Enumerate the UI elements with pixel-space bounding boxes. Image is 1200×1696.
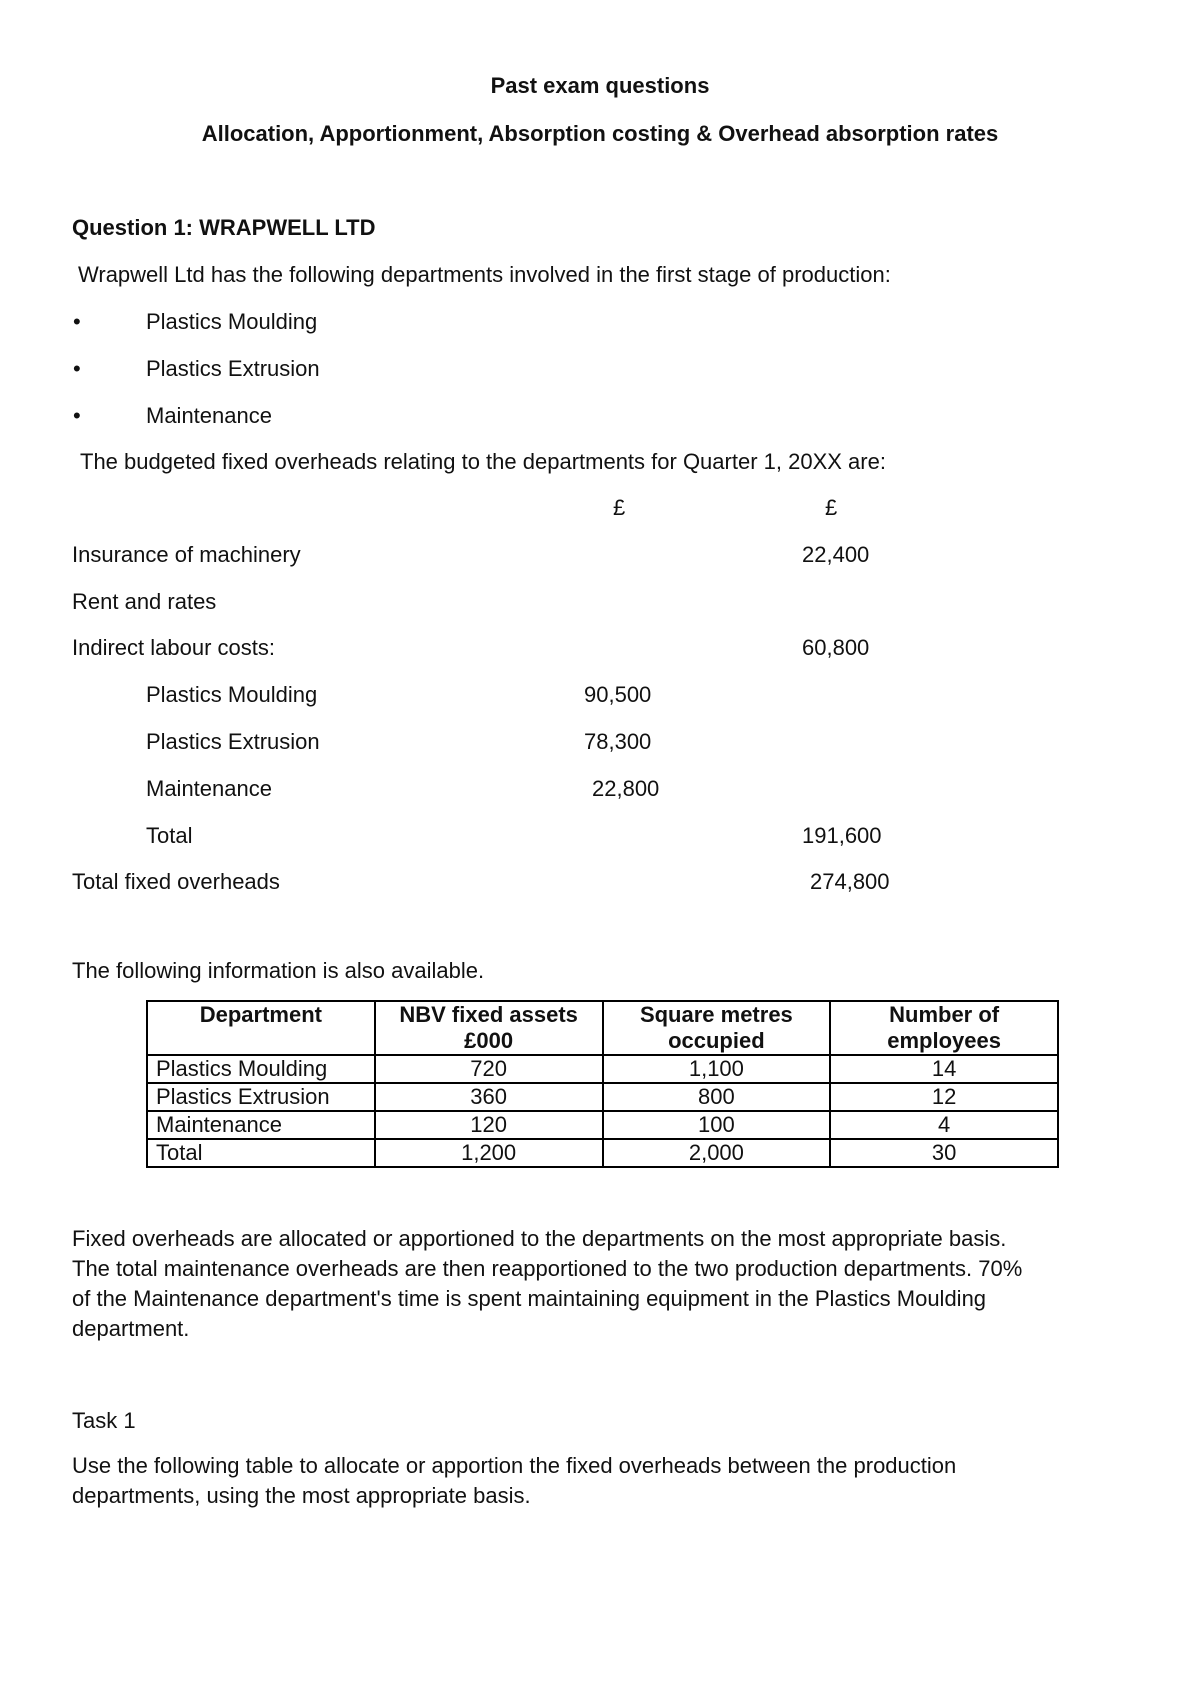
- table-cell: 800: [603, 1083, 831, 1111]
- table-row: [147, 1111, 1058, 1139]
- table-row: [147, 1055, 1058, 1083]
- table-cell: 1,100: [603, 1055, 831, 1083]
- table-header-cell: Square metres occupied: [603, 1001, 831, 1055]
- table-row: [147, 1083, 1058, 1111]
- budget-row-amount: 22,400: [802, 542, 870, 567]
- department-list-item: Maintenance: [146, 403, 272, 428]
- budget-row-label: Maintenance: [146, 776, 272, 801]
- bullet-icon: •: [73, 356, 81, 381]
- department-info-table: [146, 1000, 1059, 1168]
- currency-header-col2: £: [825, 495, 838, 520]
- budget-row-label: Indirect labour costs:: [72, 635, 275, 660]
- table-cell: 120: [375, 1111, 603, 1139]
- table-cell: 30: [830, 1139, 1058, 1167]
- notes-line: The total maintenance overheads are then reapportioned to the two production departments. 70%: [72, 1256, 1023, 1281]
- task-heading: Task 1: [72, 1408, 136, 1433]
- budget-row-label: Total fixed overheads: [72, 869, 280, 894]
- table-cell: 720: [375, 1055, 603, 1083]
- table-cell: 1,200: [375, 1139, 603, 1167]
- table-header-cell: Number of employees: [830, 1001, 1058, 1055]
- question-intro: Wrapwell Ltd has the following departments involved in the first stage of production:: [78, 262, 891, 287]
- budget-row-amount: 191,600: [802, 823, 882, 848]
- budget-row-label: Plastics Extrusion: [146, 729, 320, 754]
- budget-row-subamount: 78,300: [584, 729, 652, 754]
- budget-row-subamount: 90,500: [584, 682, 652, 707]
- table-cell: Plastics Moulding: [147, 1055, 375, 1083]
- table-cell: 360: [375, 1083, 603, 1111]
- budget-row-label: Insurance of machinery: [72, 542, 301, 567]
- question-heading: Question 1: WRAPWELL LTD: [72, 215, 376, 240]
- budget-row-label: Total: [146, 823, 193, 848]
- budget-row-label: Rent and rates: [72, 589, 217, 614]
- bullet-icon: •: [73, 403, 81, 428]
- table-row: [147, 1139, 1058, 1167]
- notes-line: of the Maintenance department's time is spent maintaining equipment in the Plastics Moulding: [72, 1286, 987, 1311]
- notes-line: Fixed overheads are allocated or apportioned to the departments on the most appropriate basis.: [72, 1226, 1007, 1251]
- table-cell: 100: [603, 1111, 831, 1139]
- table-header-row: [147, 1001, 1058, 1055]
- table-cell: 2,000: [603, 1139, 831, 1167]
- notes-line: department.: [72, 1316, 190, 1341]
- table-cell: 12: [830, 1083, 1058, 1111]
- page-subtitle: Allocation, Apportionment, Absorption costing & Overhead absorption rates: [201, 121, 999, 146]
- table-header-cell: Department: [147, 1001, 375, 1055]
- bullet-icon: •: [73, 309, 81, 334]
- currency-header-col1: £: [613, 495, 626, 520]
- table-cell: Plastics Extrusion: [147, 1083, 375, 1111]
- table-header-cell: NBV fixed assets £000: [375, 1001, 603, 1055]
- budget-row-amount: 274,800: [810, 869, 890, 894]
- info-intro: The following information is also available.: [72, 958, 485, 983]
- task-line: departments, using the most appropriate basis.: [72, 1483, 531, 1508]
- table-cell: 4: [830, 1111, 1058, 1139]
- budget-intro: The budgeted fixed overheads relating to the departments for Quarter 1, 20XX are:: [80, 449, 886, 474]
- page-title: Past exam questions: [490, 73, 710, 98]
- department-list-item: Plastics Extrusion: [146, 356, 320, 381]
- table-cell: 14: [830, 1055, 1058, 1083]
- budget-row-label: Plastics Moulding: [146, 682, 318, 707]
- budget-row-amount: 60,800: [802, 635, 870, 660]
- table-cell: Maintenance: [147, 1111, 375, 1139]
- task-line: Use the following table to allocate or apportion the fixed overheads between the production: [72, 1453, 957, 1478]
- department-list-item: Plastics Moulding: [146, 309, 318, 334]
- table-cell: Total: [147, 1139, 375, 1167]
- budget-row-subamount: 22,800: [592, 776, 660, 801]
